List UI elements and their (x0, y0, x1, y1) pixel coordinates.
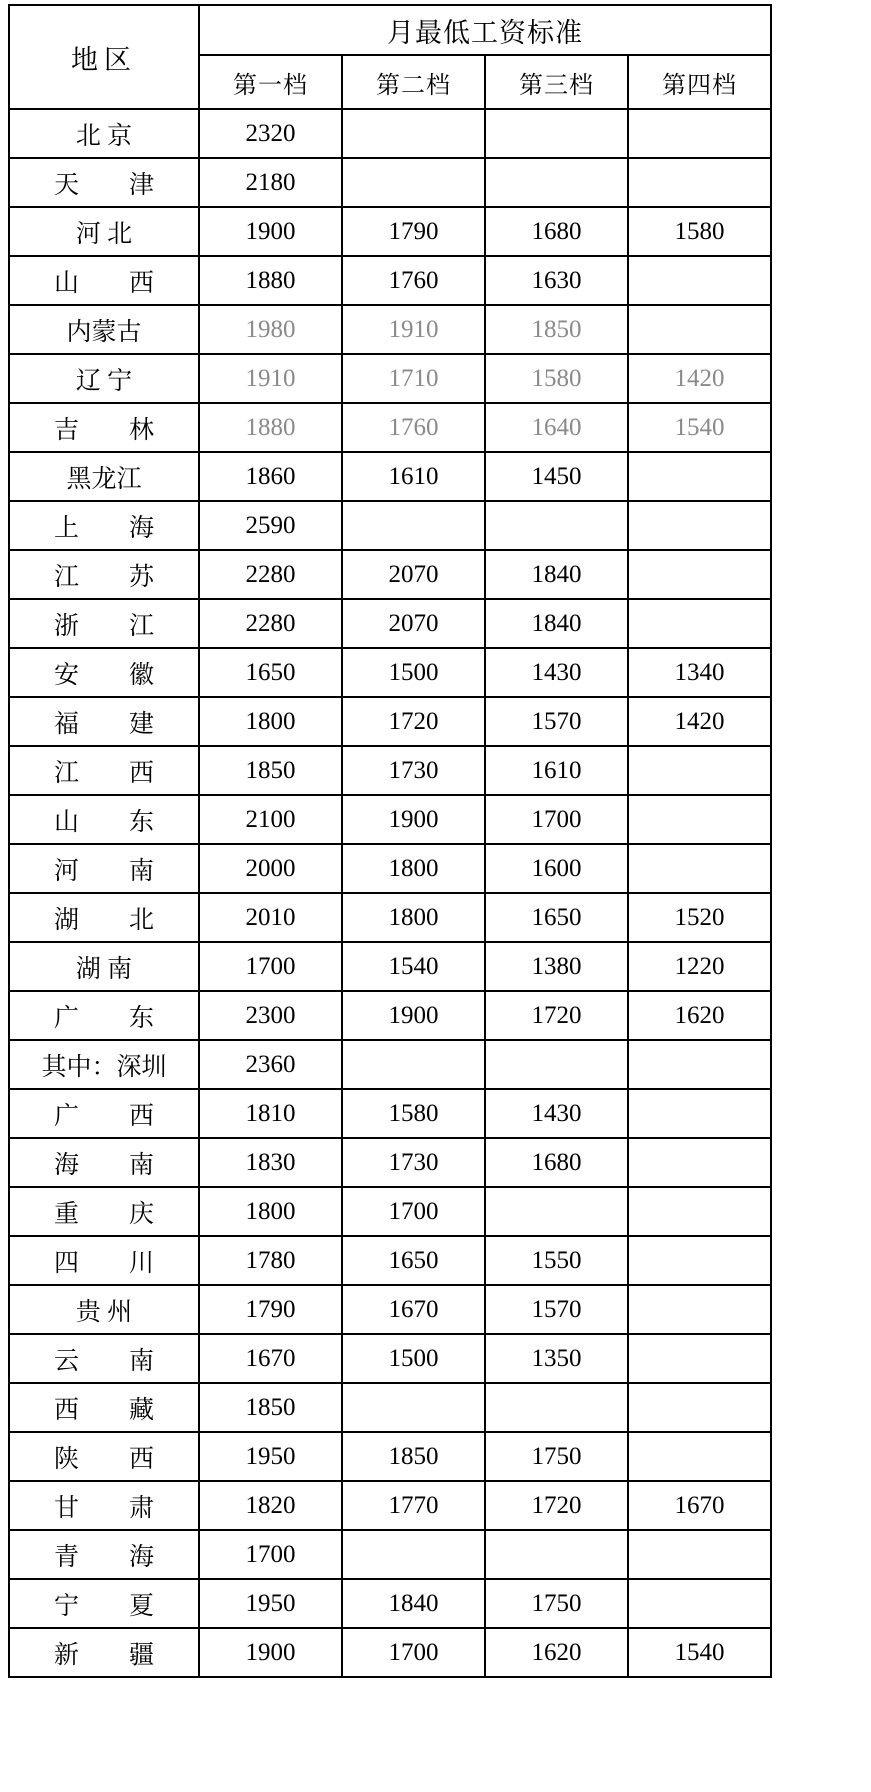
region-cell: 浙 江 (9, 599, 199, 648)
wage-cell-tier-4: 1540 (628, 403, 771, 452)
wage-cell-tier-4 (628, 1040, 771, 1089)
table-row (9, 305, 771, 354)
wage-cell-tier-1: 2280 (199, 550, 342, 599)
wage-cell-tier-3: 1580 (485, 354, 628, 403)
wage-cell-tier-2: 1610 (342, 452, 485, 501)
table-row (9, 844, 771, 893)
wage-cell-tier-1: 1800 (199, 1187, 342, 1236)
wage-cell-tier-2: 1800 (342, 893, 485, 942)
wage-cell-tier-4 (628, 1383, 771, 1432)
table-row (9, 648, 771, 697)
wage-cell-tier-3: 1620 (485, 1628, 628, 1677)
wage-cell-tier-2: 1720 (342, 697, 485, 746)
region-cell: 重 庆 (9, 1187, 199, 1236)
wage-cell-tier-4: 1420 (628, 354, 771, 403)
wage-cell-tier-2 (342, 109, 485, 158)
table-row (9, 893, 771, 942)
wage-cell-tier-2: 1900 (342, 991, 485, 1040)
region-cell: 甘 肃 (9, 1481, 199, 1530)
wage-cell-tier-3: 1650 (485, 893, 628, 942)
header-tier-2: 第二档 (342, 55, 485, 109)
wage-cell-tier-2: 1760 (342, 256, 485, 305)
table-body (9, 109, 771, 1677)
wage-cell-tier-4 (628, 795, 771, 844)
wage-cell-tier-2: 1670 (342, 1285, 485, 1334)
wage-cell-tier-2 (342, 501, 485, 550)
region-cell: 北 京 (9, 109, 199, 158)
wage-cell-tier-1: 2000 (199, 844, 342, 893)
wage-cell-tier-3: 1380 (485, 942, 628, 991)
wage-cell-tier-1: 1850 (199, 746, 342, 795)
wage-cell-tier-4: 1580 (628, 207, 771, 256)
region-cell: 江 苏 (9, 550, 199, 599)
wage-cell-tier-2 (342, 158, 485, 207)
wage-cell-tier-4 (628, 158, 771, 207)
wage-cell-tier-1: 1950 (199, 1579, 342, 1628)
table-row (9, 697, 771, 746)
region-cell: 河 北 (9, 207, 199, 256)
wage-cell-tier-4 (628, 550, 771, 599)
wage-cell-tier-1: 1820 (199, 1481, 342, 1530)
wage-cell-tier-1: 1880 (199, 403, 342, 452)
wage-cell-tier-4 (628, 109, 771, 158)
wage-cell-tier-2 (342, 1530, 485, 1579)
table-row (9, 795, 771, 844)
region-cell: 辽 宁 (9, 354, 199, 403)
table-row (9, 1187, 771, 1236)
region-cell: 山 东 (9, 795, 199, 844)
wage-cell-tier-1: 2180 (199, 158, 342, 207)
header-row-title (9, 5, 771, 55)
wage-cell-tier-1: 2280 (199, 599, 342, 648)
wage-cell-tier-1: 1900 (199, 1628, 342, 1677)
wage-cell-tier-2: 1700 (342, 1187, 485, 1236)
table-row (9, 1383, 771, 1432)
wage-cell-tier-1: 1650 (199, 648, 342, 697)
table-row (9, 256, 771, 305)
wage-cell-tier-4 (628, 844, 771, 893)
wage-cell-tier-1: 2010 (199, 893, 342, 942)
table-row (9, 991, 771, 1040)
region-cell: 贵 州 (9, 1285, 199, 1334)
wage-cell-tier-2: 1540 (342, 942, 485, 991)
region-cell: 湖 北 (9, 893, 199, 942)
wage-cell-tier-4: 1340 (628, 648, 771, 697)
table-row (9, 1285, 771, 1334)
wage-cell-tier-1: 1670 (199, 1334, 342, 1383)
table-row (9, 1579, 771, 1628)
wage-cell-tier-1: 1700 (199, 1530, 342, 1579)
header-tier-4: 第四档 (628, 55, 771, 109)
wage-cell-tier-3: 1450 (485, 452, 628, 501)
wage-cell-tier-3 (485, 1040, 628, 1089)
wage-cell-tier-3: 1630 (485, 256, 628, 305)
wage-cell-tier-2: 1800 (342, 844, 485, 893)
wage-cell-tier-3: 1750 (485, 1432, 628, 1481)
wage-cell-tier-3: 1720 (485, 991, 628, 1040)
wage-cell-tier-1: 1860 (199, 452, 342, 501)
wage-cell-tier-2: 1760 (342, 403, 485, 452)
wage-cell-tier-2: 1580 (342, 1089, 485, 1138)
wage-cell-tier-4 (628, 1432, 771, 1481)
wage-cell-tier-3: 1570 (485, 1285, 628, 1334)
wage-cell-tier-1: 1830 (199, 1138, 342, 1187)
wage-cell-tier-1: 1850 (199, 1383, 342, 1432)
wage-cell-tier-3 (485, 158, 628, 207)
wage-cell-tier-1: 1880 (199, 256, 342, 305)
region-cell: 湖 南 (9, 942, 199, 991)
wage-cell-tier-3: 1840 (485, 599, 628, 648)
table-row (9, 1628, 771, 1677)
region-cell: 云 南 (9, 1334, 199, 1383)
region-cell: 黑龙江 (9, 452, 199, 501)
wage-cell-tier-4: 1420 (628, 697, 771, 746)
wage-cell-tier-3 (485, 1187, 628, 1236)
table-row (9, 403, 771, 452)
wage-cell-tier-4 (628, 452, 771, 501)
region-cell: 广 东 (9, 991, 199, 1040)
table-row (9, 1481, 771, 1530)
region-cell: 山 西 (9, 256, 199, 305)
wage-cell-tier-3: 1680 (485, 207, 628, 256)
wage-cell-tier-3 (485, 1530, 628, 1579)
wage-cell-tier-1: 1700 (199, 942, 342, 991)
wage-cell-tier-4 (628, 1236, 771, 1285)
region-cell: 安 徽 (9, 648, 199, 697)
wage-cell-tier-4 (628, 599, 771, 648)
wage-cell-tier-4 (628, 1334, 771, 1383)
wage-cell-tier-4 (628, 1138, 771, 1187)
region-cell: 吉 林 (9, 403, 199, 452)
wage-cell-tier-3: 1640 (485, 403, 628, 452)
table-row (9, 1530, 771, 1579)
wage-cell-tier-2: 1910 (342, 305, 485, 354)
wage-cell-tier-1: 1980 (199, 305, 342, 354)
wage-cell-tier-3: 1720 (485, 1481, 628, 1530)
table-row (9, 1040, 771, 1089)
wage-cell-tier-1: 1950 (199, 1432, 342, 1481)
wage-cell-tier-4: 1670 (628, 1481, 771, 1530)
table-row (9, 599, 771, 648)
wage-cell-tier-1: 1900 (199, 207, 342, 256)
region-cell: 其中：深圳 (9, 1040, 199, 1089)
wage-cell-tier-2: 1850 (342, 1432, 485, 1481)
wage-cell-tier-2: 1730 (342, 746, 485, 795)
region-cell: 新 疆 (9, 1628, 199, 1677)
region-cell: 四 川 (9, 1236, 199, 1285)
wage-cell-tier-3: 1680 (485, 1138, 628, 1187)
wage-cell-tier-1: 2320 (199, 109, 342, 158)
region-cell: 广 西 (9, 1089, 199, 1138)
wage-cell-tier-2: 1710 (342, 354, 485, 403)
table-row (9, 354, 771, 403)
region-cell: 西 藏 (9, 1383, 199, 1432)
wage-cell-tier-1: 1910 (199, 354, 342, 403)
wage-cell-tier-2: 1730 (342, 1138, 485, 1187)
header-tier-1: 第一档 (199, 55, 342, 109)
wage-cell-tier-2: 2070 (342, 599, 485, 648)
wage-cell-tier-1: 2300 (199, 991, 342, 1040)
table-row (9, 207, 771, 256)
wage-cell-tier-4 (628, 501, 771, 550)
wage-cell-tier-1: 1800 (199, 697, 342, 746)
table-row (9, 1432, 771, 1481)
region-cell: 陕 西 (9, 1432, 199, 1481)
table-header (9, 5, 771, 109)
wage-cell-tier-2: 2070 (342, 550, 485, 599)
table-row (9, 1138, 771, 1187)
minimum-wage-table (8, 4, 772, 1678)
region-cell: 江 西 (9, 746, 199, 795)
table-row (9, 1089, 771, 1138)
wage-cell-tier-1: 2360 (199, 1040, 342, 1089)
wage-cell-tier-3: 1750 (485, 1579, 628, 1628)
wage-cell-tier-3: 1550 (485, 1236, 628, 1285)
wage-cell-tier-3: 1850 (485, 305, 628, 354)
region-cell: 上 海 (9, 501, 199, 550)
wage-cell-tier-4 (628, 1530, 771, 1579)
wage-cell-tier-2: 1790 (342, 207, 485, 256)
wage-cell-tier-4 (628, 1285, 771, 1334)
region-cell: 海 南 (9, 1138, 199, 1187)
table-row (9, 550, 771, 599)
wage-cell-tier-2: 1770 (342, 1481, 485, 1530)
region-cell: 天 津 (9, 158, 199, 207)
wage-cell-tier-3: 1700 (485, 795, 628, 844)
wage-cell-tier-4: 1220 (628, 942, 771, 991)
table-row (9, 158, 771, 207)
table-row (9, 746, 771, 795)
region-cell: 内蒙古 (9, 305, 199, 354)
wage-cell-tier-4 (628, 305, 771, 354)
table-row (9, 1334, 771, 1383)
wage-cell-tier-2: 1650 (342, 1236, 485, 1285)
wage-cell-tier-3: 1350 (485, 1334, 628, 1383)
wage-cell-tier-3 (485, 109, 628, 158)
wage-cell-tier-2: 1840 (342, 1579, 485, 1628)
header-title: 月最低工资标准 (199, 5, 771, 55)
wage-cell-tier-1: 1780 (199, 1236, 342, 1285)
wage-cell-tier-1: 1810 (199, 1089, 342, 1138)
wage-cell-tier-4: 1520 (628, 893, 771, 942)
wage-cell-tier-4: 1620 (628, 991, 771, 1040)
region-cell: 青 海 (9, 1530, 199, 1579)
region-cell: 宁 夏 (9, 1579, 199, 1628)
region-cell: 河 南 (9, 844, 199, 893)
wage-cell-tier-3 (485, 1383, 628, 1432)
wage-cell-tier-3: 1570 (485, 697, 628, 746)
table-row (9, 1236, 771, 1285)
wage-cell-tier-4 (628, 256, 771, 305)
region-cell: 福 建 (9, 697, 199, 746)
wage-cell-tier-2 (342, 1040, 485, 1089)
wage-cell-tier-4 (628, 1579, 771, 1628)
wage-cell-tier-3 (485, 501, 628, 550)
wage-cell-tier-4 (628, 746, 771, 795)
header-region: 地区 (9, 5, 199, 109)
wage-cell-tier-2: 1900 (342, 795, 485, 844)
table-row (9, 501, 771, 550)
wage-cell-tier-3: 1430 (485, 648, 628, 697)
wage-cell-tier-3: 1610 (485, 746, 628, 795)
wage-cell-tier-1: 2590 (199, 501, 342, 550)
table-row (9, 942, 771, 991)
wage-cell-tier-1: 1790 (199, 1285, 342, 1334)
wage-cell-tier-2: 1500 (342, 1334, 485, 1383)
wage-cell-tier-3: 1430 (485, 1089, 628, 1138)
wage-cell-tier-2: 1500 (342, 648, 485, 697)
wage-cell-tier-3: 1840 (485, 550, 628, 599)
wage-cell-tier-2: 1700 (342, 1628, 485, 1677)
wage-cell-tier-2 (342, 1383, 485, 1432)
table-row (9, 452, 771, 501)
header-tier-3: 第三档 (485, 55, 628, 109)
wage-cell-tier-4 (628, 1187, 771, 1236)
wage-cell-tier-4 (628, 1089, 771, 1138)
wage-cell-tier-4: 1540 (628, 1628, 771, 1677)
wage-cell-tier-3: 1600 (485, 844, 628, 893)
wage-cell-tier-1: 2100 (199, 795, 342, 844)
table-row (9, 109, 771, 158)
